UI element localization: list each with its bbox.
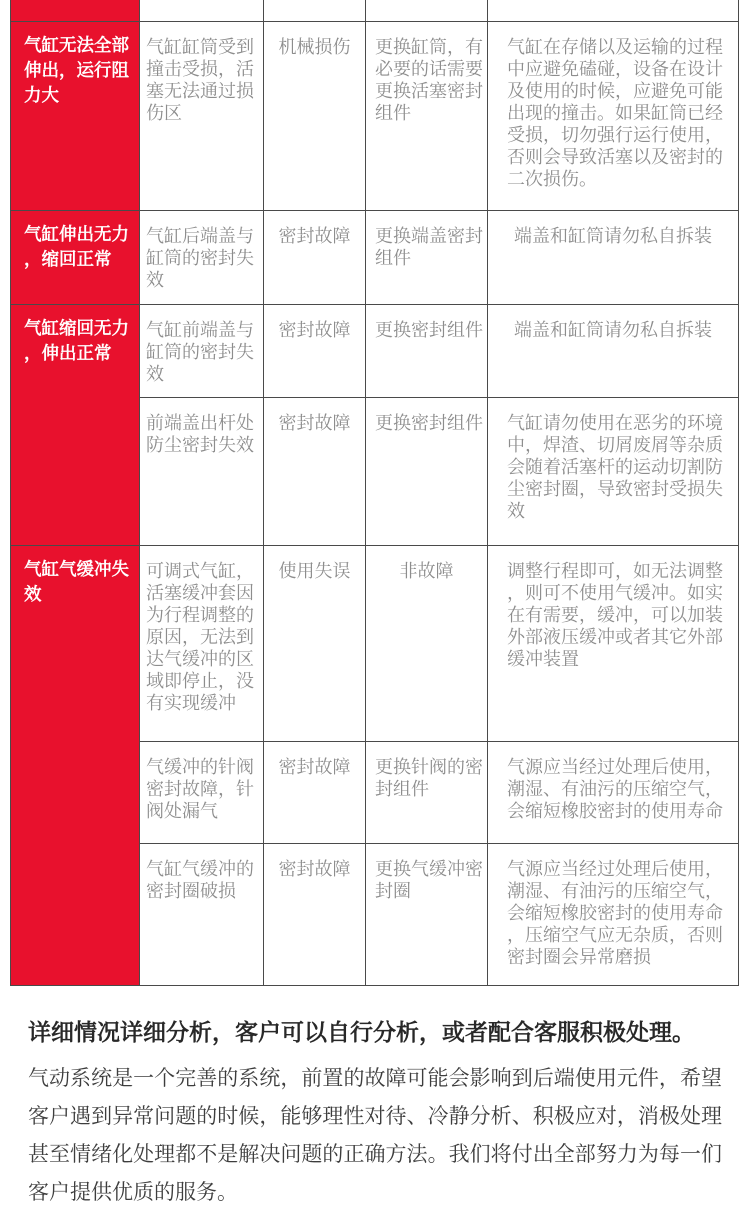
category-cell: 密封故障 (264, 844, 366, 986)
troubleshooting-table (10, 0, 739, 986)
solution-cell-truncated (366, 0, 488, 22)
cause-cell: 气缸气缓冲的密封圈破损 (140, 844, 264, 986)
category-cell: 密封故障 (264, 305, 366, 398)
notes-cell: 气源应当经过处理后使用，潮湿、有油污的压缩空气，会缩短橡胶密封的使用寿命 (488, 742, 739, 844)
table-row-truncated (11, 0, 739, 22)
category-cell: 使用失误 (264, 546, 366, 742)
footer-paragraph: 气动系统是一个完善的系统，前置的故障可能会影响到后端使用元件，希望客户遇到异常问题的时候，能够理性对待、冷静分析、积极应对，消极处理甚至情绪化处理都不是解决问题的正确方法。我们将付出全部努力为每一们客户提供优质的服务。 (28, 1067, 722, 1204)
solution-cell: 更换气缓冲密封圈 (366, 844, 488, 986)
notes-cell: 气缸请勿使用在恶劣的环境中，焊渣、切屑废屑等杂质会随着活塞杆的运动切割防尘密封圈，导致密封受损失效 (488, 398, 739, 546)
table-row (11, 211, 739, 305)
solution-cell: 更换缸筒，有必要的话需要更换活塞密封组件 (366, 22, 488, 211)
table-row (11, 546, 739, 742)
table-row (11, 305, 739, 398)
solution-cell: 更换端盖密封组件 (366, 211, 488, 305)
category-cell-truncated (264, 0, 366, 22)
notes-cell: 气源应当经过处理后使用，潮湿、有油污的压缩空气，会缩短橡胶密封的使用寿命，压缩空气应无杂质，否则密封圈会异常磨损 (488, 844, 739, 986)
solution-cell: 更换密封组件 (366, 398, 488, 546)
footer-section (28, 1016, 722, 1212)
solution-cell: 更换针阀的密封组件 (366, 742, 488, 844)
notes-cell: 端盖和缸筒请勿私自拆装 (488, 305, 739, 398)
notes-cell-truncated (488, 0, 739, 22)
cause-cell: 气缸缸筒受到撞击受损，活塞无法通过损伤区 (140, 22, 264, 211)
cause-cell: 前端盖出杆处防尘密封失效 (140, 398, 264, 546)
notes-cell: 气缸在存储以及运输的过程中应避免磕碰，设备在设计及使用的时候，应避免可能出现的撞击。如果缸筒已经受损，切勿强行运行使用，否则会导致活塞以及密封的二次损伤。 (488, 22, 739, 211)
cause-cell: 气缸后端盖与缸筒的密封失效 (140, 211, 264, 305)
fault-cell: 气缸无法全部伸出，运行阻力大 (11, 22, 140, 211)
cause-cell: 可调式气缸，活塞缓冲套因为行程调整的原因，无法到达气缓冲的区域即停止，没有实现缓冲 (140, 546, 264, 742)
fault-cell-truncated (11, 0, 140, 22)
category-cell: 密封故障 (264, 398, 366, 546)
notes-cell: 调整行程即可，如无法调整，则可不使用气缓冲。如实在有需要，缓冲，可以加装外部液压缓冲或者其它外部缓冲装置 (488, 546, 739, 742)
fault-cell: 气缸缩回无力，伸出正常 (11, 305, 140, 546)
solution-cell: 更换密封组件 (366, 305, 488, 398)
cause-cell: 气缸前端盖与缸筒的密封失效 (140, 305, 264, 398)
fault-cell: 气缸伸出无力，缩回正常 (11, 211, 140, 305)
cause-cell-truncated (140, 0, 264, 22)
category-cell: 密封故障 (264, 211, 366, 305)
notes-cell: 端盖和缸筒请勿私自拆装 (488, 211, 739, 305)
cause-cell: 气缓冲的针阀密封故障，针阀处漏气 (140, 742, 264, 844)
category-cell: 密封故障 (264, 742, 366, 844)
solution-cell: 非故障 (366, 546, 488, 742)
table-row (11, 22, 739, 211)
fault-cell: 气缸气缓冲失效 (11, 546, 140, 986)
footer-heading: 详细情况详细分析，客户可以自行分析，或者配合客服积极处理。 (28, 1019, 695, 1045)
category-cell: 机械损伤 (264, 22, 366, 211)
